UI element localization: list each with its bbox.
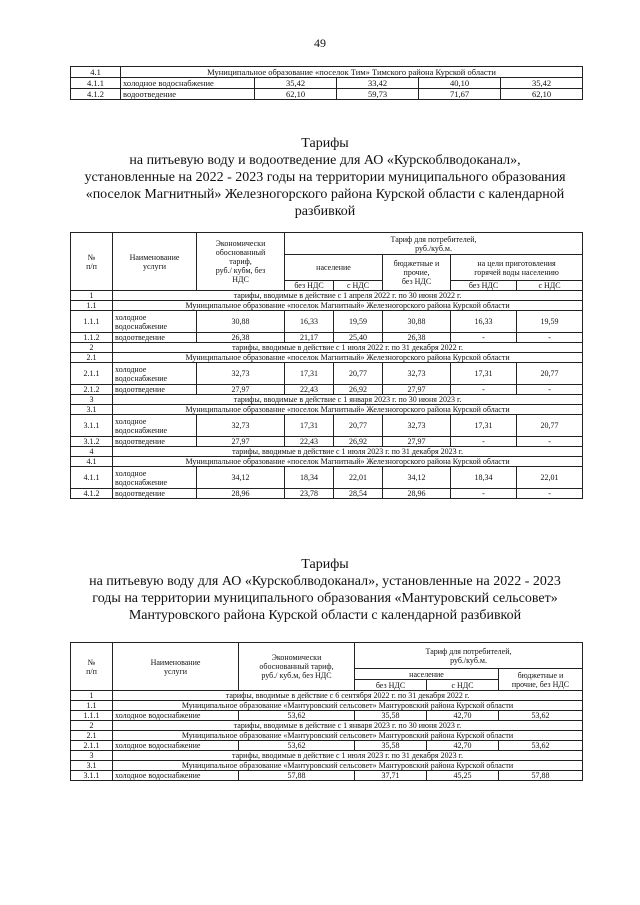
municipality-row-text: Муниципальное образование «Мантуровский сельсовет» Мантуровский района Курской области	[113, 761, 583, 771]
service-name: холодное водоснабжение	[113, 741, 239, 751]
tariff-value: 20,77	[517, 415, 583, 437]
tariff-value: 28,96	[383, 489, 451, 499]
row-number: 1.1.1	[71, 311, 113, 333]
t3-header-name: Наименование услуги	[113, 643, 239, 691]
t2-header-population: население	[285, 255, 383, 281]
service-name: холодное водоснабжение	[113, 311, 197, 333]
tariff-table-tim	[70, 66, 583, 100]
table-row	[71, 761, 583, 771]
row-number: 2	[71, 721, 113, 731]
municipality-row-text: Муниципальное образование «Мантуровский сельсовет» Мантуровский района Курской области	[113, 731, 583, 741]
t3-header-num: № п/п	[71, 643, 113, 691]
period-row-text: тарифы, вводимые в действие с 6 сентября 2022 г. по 31 декабря 2022 г.	[113, 691, 583, 701]
tariff-value: 27,97	[197, 385, 285, 395]
tariff-value: 26,92	[334, 437, 383, 447]
t2-header-econ: Экономически обоснованный тариф, руб./ кубм, без НДС	[197, 233, 285, 291]
tariff-value: 20,77	[517, 363, 583, 385]
table-row	[71, 467, 583, 489]
tariff-value: 33,42	[337, 78, 419, 89]
row-number: 4.1.1	[71, 78, 121, 89]
row-number: 3	[71, 395, 113, 405]
row-number: 4.1	[71, 67, 121, 78]
table-row	[71, 343, 583, 353]
t3-header-tariff: Тариф для потребителей, руб./куб.м.	[355, 643, 583, 669]
table1-body	[71, 67, 583, 100]
row-number: 1.1.1	[71, 711, 113, 721]
row-number: 1.1	[71, 301, 113, 311]
table-row	[71, 731, 583, 741]
period-row-text: тарифы, вводимые в действие с 1 января 2023 г. по 30 июня 2023 г.	[113, 721, 583, 731]
tariff-table-magnitny	[70, 232, 583, 499]
row-number: 3.1.1	[71, 415, 113, 437]
row-number: 3.1	[71, 761, 113, 771]
tariff-value: 19,59	[517, 311, 583, 333]
section2-title: Тарифы	[301, 136, 349, 151]
tariff-value: 37,71	[355, 771, 427, 781]
tariff-value: -	[451, 437, 517, 447]
period-row-text: тарифы, вводимые в действие с 1 января 2023 г. по 30 июня 2023 г.	[113, 395, 583, 405]
service-name: холодное водоснабжение	[121, 78, 255, 89]
municipality-row-text: Муниципальное образование «поселок Магнитный» Железногорского района Курской области	[113, 457, 583, 467]
row-number: 4.1.2	[71, 89, 121, 100]
row-number: 1	[71, 691, 113, 701]
service-name: холодное водоснабжение	[113, 415, 197, 437]
municipality-row-text: Муниципальное образование «поселок Тим» Тимского района Курской области	[121, 67, 583, 78]
t2-header-pop-no-vat: без НДС	[285, 281, 334, 291]
tariff-value: 32,73	[197, 363, 285, 385]
tariff-value: 62,10	[255, 89, 337, 100]
tariff-value: 34,12	[197, 467, 285, 489]
row-number: 3.1	[71, 405, 113, 415]
table-row	[71, 415, 583, 437]
service-name: водоотведение	[113, 437, 197, 447]
t2-header-num: № п/п	[71, 233, 113, 291]
tariff-value: 16,33	[285, 311, 334, 333]
t2-header-hw-with-vat: с НДС	[517, 281, 583, 291]
tariff-value: 30,88	[383, 311, 451, 333]
tariff-value: -	[517, 385, 583, 395]
service-name: холодное водоснабжение	[113, 771, 239, 781]
service-name: водоотведение	[113, 385, 197, 395]
section2-subtitle-line-4: разбивкой	[294, 204, 356, 219]
tariff-value: 20,77	[334, 415, 383, 437]
table-row	[71, 701, 583, 711]
service-name: холодное водоснабжение	[113, 467, 197, 489]
tariff-value: 16,33	[451, 311, 517, 333]
service-name: водоотведение	[113, 489, 197, 499]
t2-header-tariff: Тариф для потребителей, руб./куб.м.	[285, 233, 583, 255]
row-number: 3	[71, 751, 113, 761]
t3-header-with-vat: с НДС	[427, 680, 499, 691]
tariff-value: 35,42	[501, 78, 583, 89]
row-number: 2.1.1	[71, 363, 113, 385]
section2-subtitle-line-1: на питьевую воду и водоотведение для АО «Курскоблводоканал»,	[129, 153, 521, 168]
table-row	[71, 311, 583, 333]
tariff-value: 26,38	[197, 333, 285, 343]
tariff-value: 27,97	[197, 437, 285, 447]
tariff-value: -	[517, 489, 583, 499]
tariff-value: 27,97	[383, 437, 451, 447]
section2-subtitle-line-2: установленные на 2022 - 2023 годы на территории муниципального образования	[84, 170, 566, 185]
table-row	[71, 395, 583, 405]
service-name: холодное водоснабжение	[113, 363, 197, 385]
tariff-value: 30,88	[197, 311, 285, 333]
municipality-row-text: Муниципальное образование «поселок Магнитный» Железногорского района Курской области	[113, 301, 583, 311]
tariff-value: 62,10	[501, 89, 583, 100]
row-number: 2.1.2	[71, 385, 113, 395]
period-row-text: тарифы, вводимые в действие с 1 июля 2023 г. по 31 декабря 2023 г.	[113, 447, 583, 457]
table3-body	[71, 691, 583, 781]
service-name: холодное водоснабжение	[113, 711, 239, 721]
tariff-value: 40,10	[419, 78, 501, 89]
tariff-value: 35,58	[355, 711, 427, 721]
table-row	[71, 363, 583, 385]
t3-header-population: население	[355, 669, 499, 680]
t3-header-econ: Экономически обоснованный тариф, руб./ куб.м, без НДС	[239, 643, 355, 691]
municipality-row-text: Муниципальное образование «поселок Магнитный» Железногорского района Курской области	[113, 353, 583, 363]
tariff-value: 18,34	[451, 467, 517, 489]
row-number: 3.1.1	[71, 771, 113, 781]
tariff-value: 18,34	[285, 467, 334, 489]
section3-subtitle-line-3: Мантуровского района Курской области с календарной разбивкой	[128, 608, 522, 623]
t3-header-no-vat: без НДС	[355, 680, 427, 691]
tariff-value: 32,73	[383, 363, 451, 385]
tariff-value: -	[517, 437, 583, 447]
tariff-value: 22,01	[517, 467, 583, 489]
section2-heading	[60, 135, 590, 220]
table2-body	[71, 291, 583, 499]
t2-header-pop-with-vat: с НДС	[334, 281, 383, 291]
tariff-value: 22,01	[334, 467, 383, 489]
t2-header-hot-water: на цели приготовления горячей воды населению	[451, 255, 583, 281]
tariff-value: 57,88	[239, 771, 355, 781]
tariff-value: 21,17	[285, 333, 334, 343]
tariff-value: -	[451, 489, 517, 499]
section2-subtitle-line-3: «поселок Магнитный» Железногорского района Курской области с календарной	[85, 187, 565, 202]
table-row	[71, 385, 583, 395]
tariff-value: 34,12	[383, 467, 451, 489]
tariff-value: 25,40	[334, 333, 383, 343]
table-row	[71, 89, 583, 100]
row-number: 2	[71, 343, 113, 353]
tariff-value: 23,78	[285, 489, 334, 499]
table-row	[71, 489, 583, 499]
tariff-value: 35,58	[355, 741, 427, 751]
row-number: 4.1.1	[71, 467, 113, 489]
table-row	[71, 291, 583, 301]
tariff-value: 59,73	[337, 89, 419, 100]
tariff-value: 45,25	[427, 771, 499, 781]
t3-header-budget: бюджетные и прочие, без НДС	[499, 669, 583, 691]
tariff-value: 20,77	[334, 363, 383, 385]
tariff-value: 17,31	[451, 415, 517, 437]
tariff-value: 26,92	[334, 385, 383, 395]
tariff-value: 17,31	[451, 363, 517, 385]
period-row-text: тарифы, вводимые в действие с 1 июля 2023 г. по 31 декабря 2023 г.	[113, 751, 583, 761]
tariff-value: 28,54	[334, 489, 383, 499]
municipality-row-text: Муниципальное образование «поселок Магнитный» Железногорского района Курской области	[113, 405, 583, 415]
table-row	[71, 771, 583, 781]
tariff-value: -	[451, 333, 517, 343]
tariff-value: 42,70	[427, 741, 499, 751]
table-row	[71, 691, 583, 701]
tariff-value: 22,43	[285, 437, 334, 447]
table-row	[71, 457, 583, 467]
row-number: 1	[71, 291, 113, 301]
tariff-value: 53,62	[499, 741, 583, 751]
tariff-value: 35,42	[255, 78, 337, 89]
tariff-value: -	[451, 385, 517, 395]
row-number: 1.1	[71, 701, 113, 711]
table-row	[71, 405, 583, 415]
row-number: 2.1	[71, 731, 113, 741]
service-name: водоотведение	[113, 333, 197, 343]
table-row	[71, 333, 583, 343]
tariff-value: 28,96	[197, 489, 285, 499]
tariff-value: 17,31	[285, 415, 334, 437]
t2-header-name: Наименование услуги	[113, 233, 197, 291]
tariff-value: 26,38	[383, 333, 451, 343]
row-number: 3.1.2	[71, 437, 113, 447]
section3-title: Тарифы	[301, 557, 349, 572]
row-number: 4.1	[71, 457, 113, 467]
table-row	[71, 301, 583, 311]
table-row	[71, 353, 583, 363]
tariff-value: 53,62	[239, 711, 355, 721]
tariff-value: 19,59	[334, 311, 383, 333]
tariff-value: 32,73	[197, 415, 285, 437]
row-number: 4	[71, 447, 113, 457]
tariff-value: 53,62	[499, 711, 583, 721]
row-number: 2.1.1	[71, 741, 113, 751]
tariff-value: 57,88	[499, 771, 583, 781]
table-row	[71, 751, 583, 761]
tariff-value: 71,67	[419, 89, 501, 100]
table-row	[71, 447, 583, 457]
table-row	[71, 78, 583, 89]
tariff-value: 42,70	[427, 711, 499, 721]
t2-header-hw-no-vat: без НДС	[451, 281, 517, 291]
tariff-value: 53,62	[239, 741, 355, 751]
tariff-table-manturovo	[70, 642, 583, 781]
tariff-value: 17,31	[285, 363, 334, 385]
tariff-value: 27,97	[383, 385, 451, 395]
t2-header-budget: бюджетные и прочие, без НДС	[383, 255, 451, 291]
period-row-text: тарифы, вводимые в действие с 1 апреля 2022 г. по 30 июня 2022 г.	[113, 291, 583, 301]
table-row	[71, 741, 583, 751]
table-row	[71, 67, 583, 78]
service-name: водоотведение	[121, 89, 255, 100]
tariff-value: 22,43	[285, 385, 334, 395]
page-number: 49	[314, 36, 326, 50]
row-number: 1.1.2	[71, 333, 113, 343]
row-number: 4.1.2	[71, 489, 113, 499]
section3-subtitle-line-2: годы на территории муниципального образования «Мантуровский сельсовет»	[92, 591, 558, 606]
period-row-text: тарифы, вводимые в действие с 1 июля 2022 г. по 31 декабря 2022 г.	[113, 343, 583, 353]
tariff-value: 32,73	[383, 415, 451, 437]
tariff-value: -	[517, 333, 583, 343]
section3-heading	[60, 556, 590, 624]
table-row	[71, 721, 583, 731]
section3-subtitle-line-1: на питьевую воду для АО «Курскоблводоканал», установленные на 2022 - 2023	[89, 574, 561, 589]
table-row	[71, 711, 583, 721]
table-row	[71, 437, 583, 447]
municipality-row-text: Муниципальное образование «Мантуровский сельсовет» Мантуровский района Курской области	[113, 701, 583, 711]
row-number: 2.1	[71, 353, 113, 363]
